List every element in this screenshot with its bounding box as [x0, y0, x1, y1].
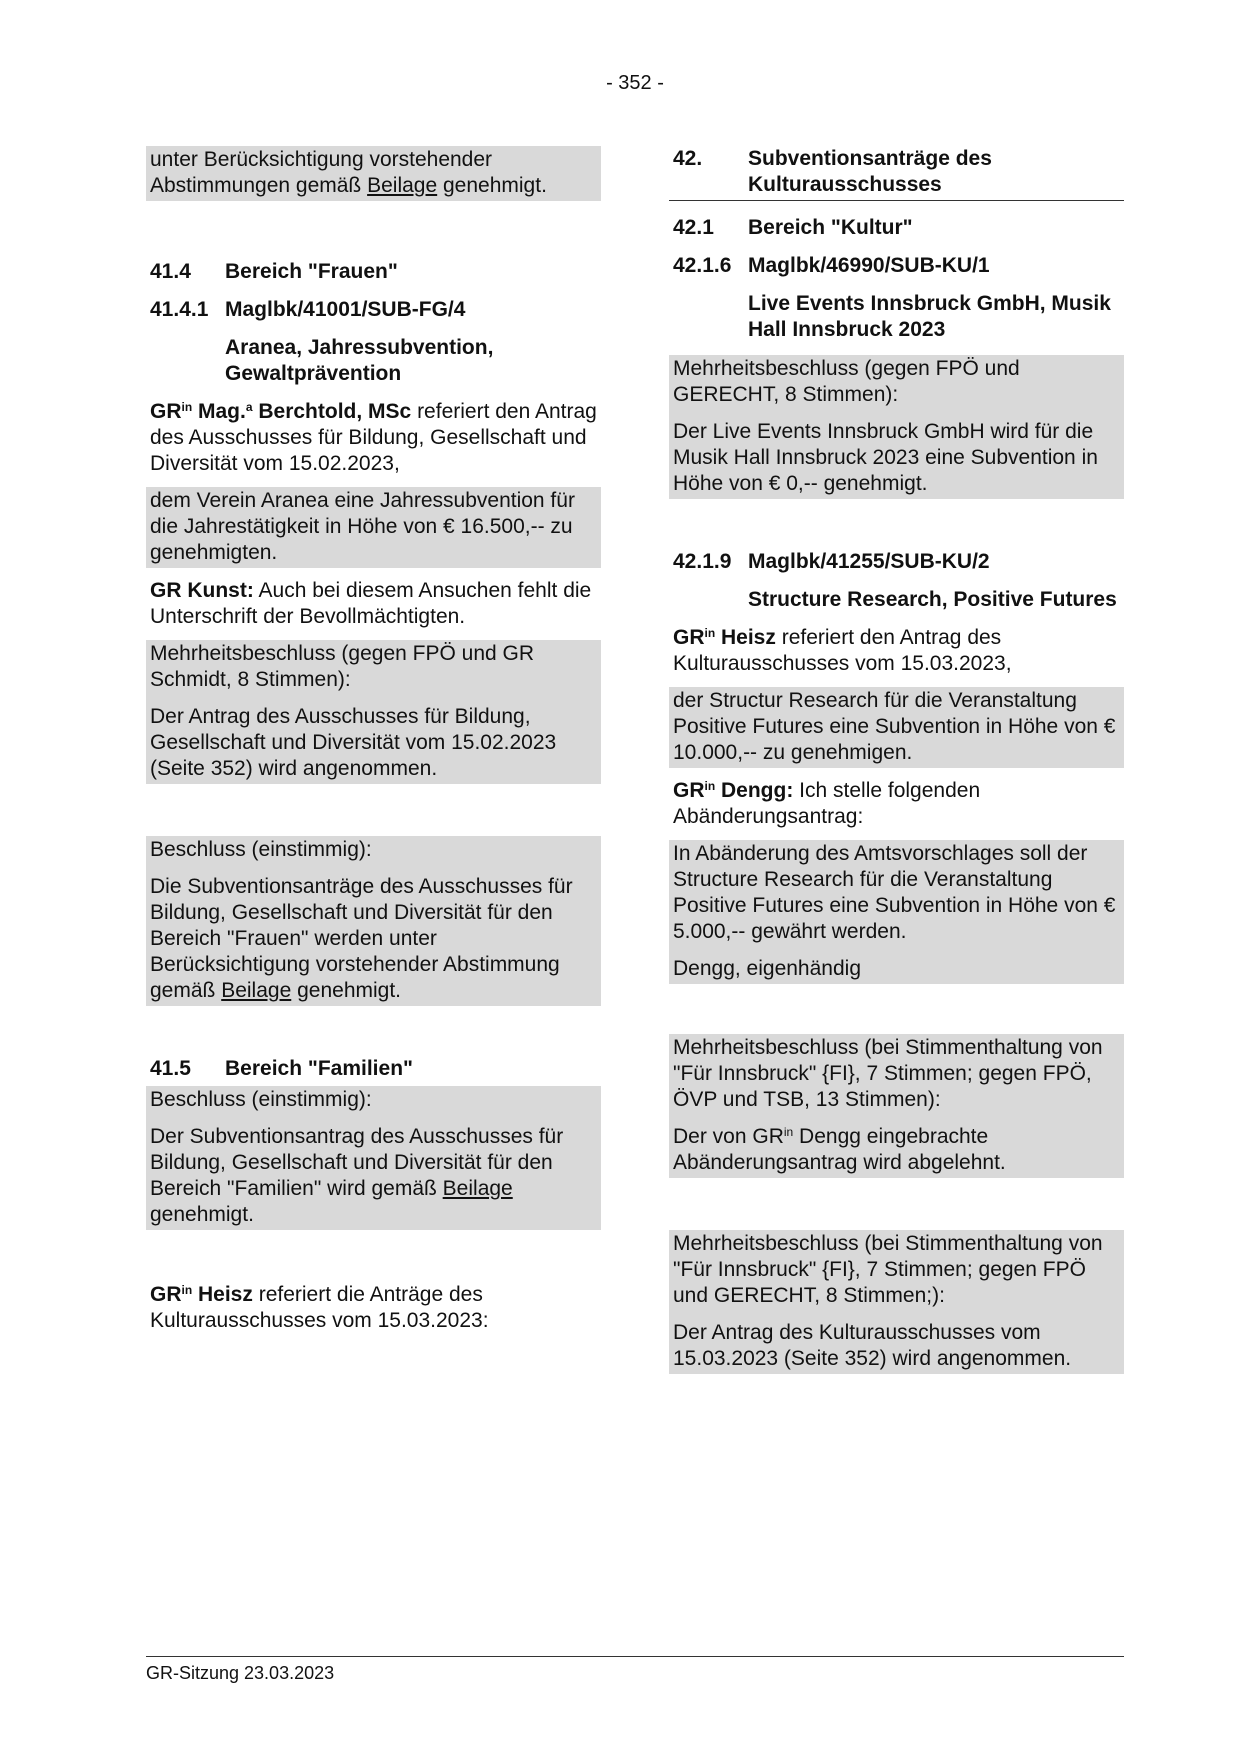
section-41-4-heading: 41.4 Bereich "Frauen"	[150, 260, 398, 283]
section-41-4-1-title: Aranea, Jahressubvention, Gewaltprävention	[225, 336, 494, 385]
amendment-box	[669, 840, 1124, 984]
speaker-dengg: $GR^{in}$ Dengg: Ich stelle folgenden Abänderungsantrag:	[673, 779, 981, 828]
section-41-5-heading: 41.5 Bereich "Familien"	[150, 1057, 413, 1080]
speaker-berchtold: $GR^{in}$ Mag.$^a$ Berchtold, MSc referiert den Antrag des Ausschusses für Bildung, Gesellschaft und Diversität vom 15.02.2023,	[150, 400, 597, 475]
speaker-heisz-closing: $GR^{in}$ Heisz referiert die Anträge des Kulturausschusses vom 15.03.2023:	[150, 1283, 489, 1332]
beilage-link[interactable]: Beilage	[367, 174, 438, 197]
decision-text: Der von $GR^{in}$ Dengg eingebrachte Abänderungsantrag wird abgelehnt.	[673, 1125, 1006, 1174]
decision-box-42-1-9	[669, 1230, 1124, 1374]
speaker-heisz: $GR^{in}$ Heisz referiert den Antrag des Kulturausschusses vom 15.03.2023,	[673, 626, 1012, 675]
beilage-link[interactable]: Beilage	[442, 1177, 513, 1200]
section-42-1-heading: 42.1 Bereich "Kultur"	[673, 216, 913, 239]
decision-box-42-1-6	[669, 355, 1124, 499]
section-42-1-9-title: Structure Research, Positive Futures	[748, 588, 1117, 611]
decision-label: Mehrheitsbeschluss (bei Stimmenthaltung von "Für Innsbruck" {FI}, 7 Stimmen; gegen FPÖ und GERECHT, 8 Stimmen;):	[673, 1232, 1103, 1307]
decision-text: Der Live Events Innsbruck GmbH wird für die Musik Hall Innsbruck 2023 eine Subvention in Höhe von € 0,-- genehmigt.	[673, 420, 1098, 495]
decision-label: Mehrheitsbeschluss (bei Stimmenthaltung von "Für Innsbruck" {FI}, 7 Stimmen; gegen FPÖ, ÖVP und TSB, 13 Stimmen):	[673, 1036, 1103, 1111]
amendment-text: In Abänderung des Amtsvorschlages soll der Structure Research für die Veranstaltung Positive Futures eine Subvention in Höhe von € 5.000,-- gewährt werden.	[673, 842, 1116, 943]
decision-label: Beschluss (einstimmig):	[150, 838, 372, 861]
decision-text: Die Subventionsanträge des Ausschusses für Bildung, Gesellschaft und Diversität für den Bereich "Frauen" werden unter Berücksichtigung vorstehender Abstimmung gemäß Beilage genehmigt.	[150, 875, 573, 1002]
decision-box-41-5	[146, 1086, 601, 1230]
section-42-1-6-title: Live Events Innsbruck GmbH, Musik Hall Innsbruck 2023	[748, 292, 1111, 341]
page-footer: GR-Sitzung 23.03.2023	[146, 1656, 1124, 1684]
page-number: - 352 -	[606, 72, 664, 94]
decision-box-41-4	[146, 836, 601, 1006]
decision-box-41-4-1	[146, 640, 601, 784]
decision-text: Der Subventionsantrag des Ausschusses für Bildung, Gesellschaft und Diversität für den Bereich "Familien" wird gemäß Beilage genehmigt.	[150, 1125, 564, 1226]
motion-structure-research: der Structur Research für die Veranstaltung Positive Futures eine Subvention in Höhe von € 10.000,-- zu genehmigen.	[669, 687, 1124, 768]
left-column	[146, 146, 601, 1344]
decision-text: Der Antrag des Ausschusses für Bildung, Gesellschaft und Diversität vom 15.02.2023 (Seite 352) wird angenommen.	[150, 705, 557, 780]
intro-text: unter Berücksichtigung vorstehender Abstimmungen gemäß Beilage genehmigt.	[150, 148, 547, 197]
section-42-1-9-heading: 42.1.9 Maglbk/41255/SUB-KU/2	[673, 550, 990, 573]
section-41-4-1-heading: 41.4.1 Maglbk/41001/SUB-FG/4	[150, 298, 466, 321]
right-column	[669, 146, 1124, 1384]
section-42-1-6-heading: 42.1.6 Maglbk/46990/SUB-KU/1	[673, 254, 990, 277]
motion-aranea: dem Verein Aranea eine Jahressubvention für die Jahrestätigkeit in Höhe von € 16.500,-- zu genehmigten.	[146, 487, 601, 568]
amendment-signature: Dengg, eigenhändig	[673, 957, 861, 980]
decision-box-amendment	[669, 1034, 1124, 1178]
section-42-heading: 42. Subventionsanträge des Kulturausschusses	[669, 146, 1124, 201]
decision-label: Mehrheitsbeschluss (gegen FPÖ und GR Schmidt, 8 Stimmen):	[150, 642, 535, 691]
speaker-kunst: GR Kunst: Auch bei diesem Ansuchen fehlt die Unterschrift der Bevollmächtigten.	[150, 579, 592, 628]
beilage-link[interactable]: Beilage	[221, 979, 292, 1002]
decision-label: Beschluss (einstimmig):	[150, 1088, 372, 1111]
decision-label: Mehrheitsbeschluss (gegen FPÖ und GERECHT, 8 Stimmen):	[673, 357, 1020, 406]
decision-text: Der Antrag des Kulturausschusses vom 15.03.2023 (Seite 352) wird angenommen.	[673, 1321, 1072, 1370]
intro-decision-box	[146, 146, 601, 201]
